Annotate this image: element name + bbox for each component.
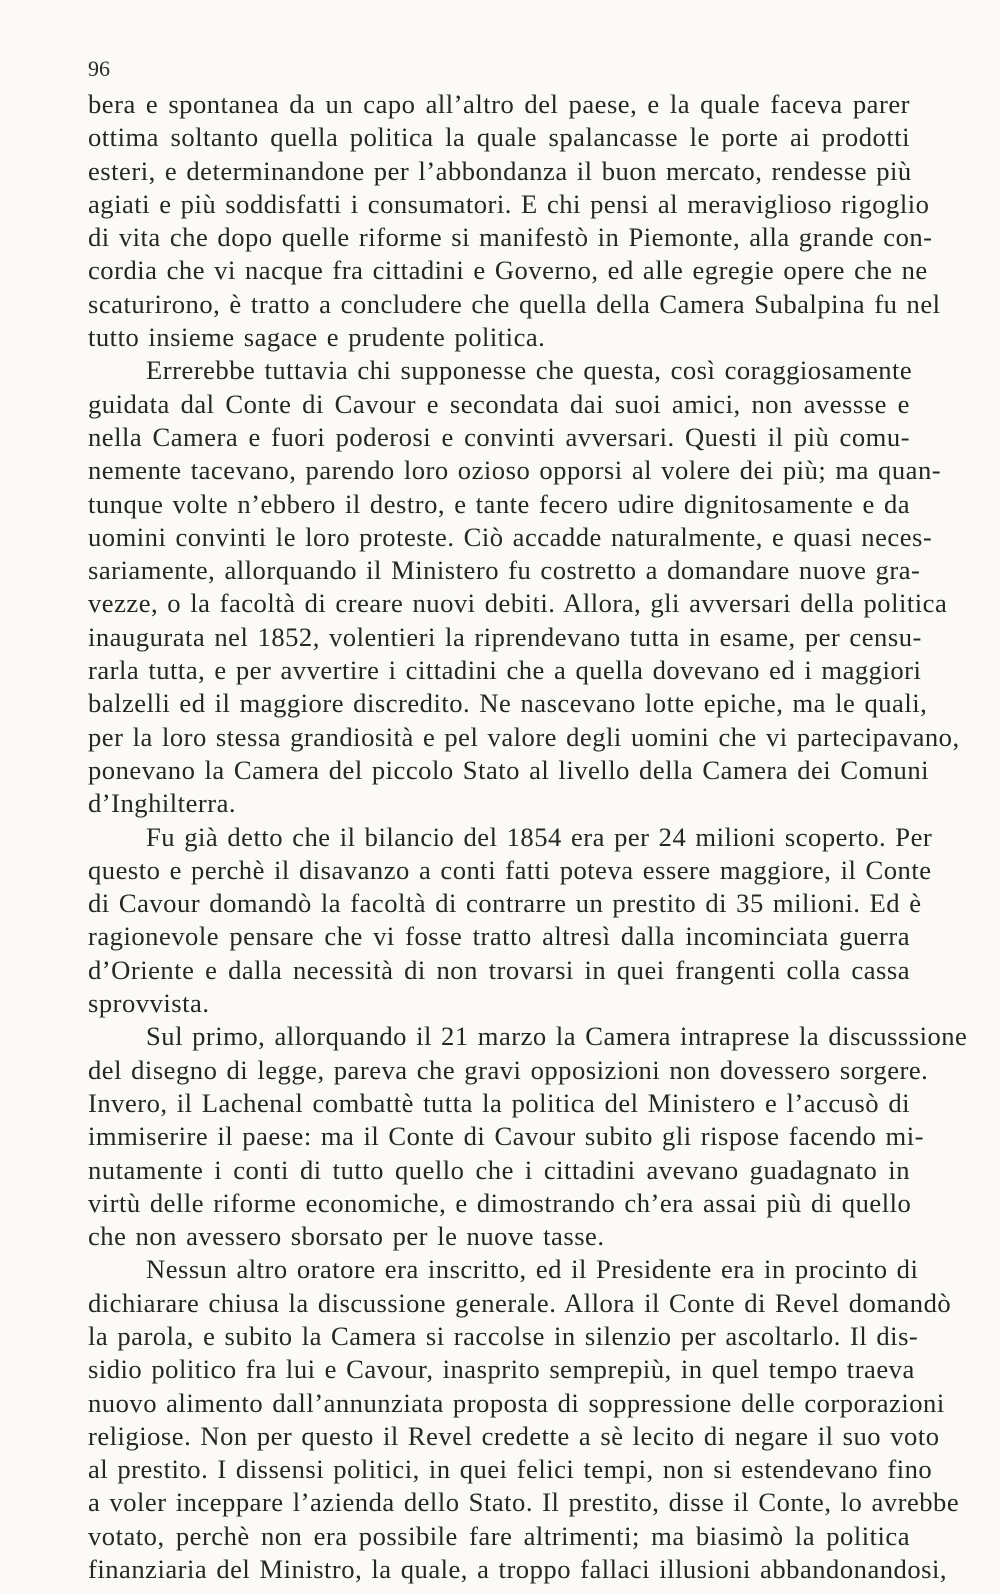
body-text bbox=[88, 88, 968, 1586]
text-line: d’Oriente e dalla necessità di non trovarsi in quei frangenti colla cassa bbox=[88, 954, 910, 985]
text-line: guidata dal Conte di Cavour e secondata dai suoi amici, non avessse e bbox=[88, 388, 910, 419]
text-line: nutamente i conti di tutto quello che i cittadini avevano guadagnato in bbox=[88, 1154, 910, 1185]
text-line: Nessun altro oratore era inscritto, ed il Presidente era in procinto di bbox=[146, 1254, 919, 1285]
text-line: sidio politico fra lui e Cavour, inasprito semprepiù, in quel tempo traeva bbox=[88, 1354, 915, 1385]
text-line: ottima soltanto quella politica la quale spalancasse le porte ai prodotti bbox=[88, 122, 910, 153]
text-line: Sul primo, allorquando il 21 marzo la Camera intraprese la discusssione bbox=[146, 1021, 968, 1052]
text-line: sariamente, allorquando il Ministero fu costretto a domandare nuove gra- bbox=[88, 555, 921, 586]
text-line: Invero, il Lachenal combattè tutta la politica del Ministero e l’accusò di bbox=[88, 1087, 910, 1118]
text-line: Fu già detto che il bilancio del 1854 era per 24 milioni scoperto. Per bbox=[146, 821, 933, 852]
text-line: vezze, o la facoltà di creare nuovi debiti. Allora, gli avversari della politica bbox=[88, 588, 948, 619]
text-line: che non avessero sborsato per le nuove tasse. bbox=[88, 1221, 605, 1252]
text-line: virtù delle riforme economiche, e dimostrando ch’era assai più di quello bbox=[88, 1187, 912, 1218]
text-line: d’Inghilterra. bbox=[88, 788, 237, 819]
text-line: di Cavour domandò la facoltà di contrarre un prestito di 35 milioni. Ed è bbox=[88, 888, 922, 919]
text-line: la parola, e subito la Camera si raccolse in silenzio per ascoltarlo. Il dis- bbox=[88, 1320, 919, 1351]
text-line: tutto insieme sagace e prudente politica. bbox=[88, 322, 546, 353]
text-line: al prestito. I dissensi politici, in quei felici tempi, non si estendevano fino bbox=[88, 1454, 933, 1485]
paragraph bbox=[88, 821, 933, 1021]
text-line: finanziaria del Ministro, la quale, a troppo fallaci illusioni abbandonandosi, bbox=[88, 1554, 948, 1585]
paragraph bbox=[88, 1253, 960, 1586]
paragraph bbox=[88, 1020, 968, 1253]
text-line: dichiarare chiusa la discussione generale. Allora il Conte di Revel domandò bbox=[88, 1287, 952, 1318]
text-line: balzelli ed il maggiore discredito. Ne nascevano lotte epiche, ma le quali, bbox=[88, 688, 928, 719]
text-line: bera e spontanea da un capo all’altro del paese, e la quale faceva parer bbox=[88, 89, 910, 119]
text-line: ponevano la Camera del piccolo Stato al livello della Camera dei Comuni bbox=[88, 754, 930, 785]
text-line: uomini convinti le loro proteste. Ciò accadde naturalmente, e quasi neces- bbox=[88, 521, 933, 552]
text-line: sprovvista. bbox=[88, 988, 210, 1019]
text-line: agiati e più soddisfatti i consumatori. E chi pensi al meraviglioso rigoglio bbox=[88, 188, 930, 219]
paragraph bbox=[88, 354, 960, 820]
text-line: ragionevole pensare che vi fosse tratto altresì dalla incominciata guerra bbox=[88, 921, 910, 952]
text-line: nella Camera e fuori poderosi e convinti avversari. Questi il più comu- bbox=[88, 421, 910, 452]
paragraph bbox=[88, 88, 941, 354]
text-line: del disegno di legge, pareva che gravi opposizioni non dovessero sorgere. bbox=[88, 1054, 929, 1085]
text-line: immiserire il paese: ma il Conte di Cavour subito gli rispose facendo mi- bbox=[88, 1121, 924, 1152]
text-line: questo e perchè il disavanzo a conti fatti poteva essere maggiore, il Conte bbox=[88, 854, 932, 885]
text-line: tunque volte n’ebbero il destro, e tante fecero udire dignitosamente e da bbox=[88, 488, 911, 519]
text-line: di vita che dopo quelle riforme si manifestò in Piemonte, alla grande con- bbox=[88, 222, 933, 253]
page-number: 96 bbox=[88, 56, 110, 81]
text-line: religiose. Non per questo il Revel credette a sè lecito di negare il suo voto bbox=[88, 1420, 940, 1451]
text-line: rarla tutta, e per avvertire i cittadini che a quella dovevano ed i maggiori bbox=[88, 655, 922, 686]
text-line: nemente tacevano, parendo loro ozioso opporsi al volere dei più; ma quan- bbox=[88, 455, 942, 486]
text-line: a voler inceppare l’azienda dello Stato. Il prestito, disse il Conte, lo avrebbe bbox=[88, 1487, 960, 1518]
text-line: esteri, e determinandone per l’abbondanza il buon mercato, rendesse più bbox=[88, 155, 912, 186]
text-line: votato, perchè non era possibile fare altrimenti; ma biasimò la politica bbox=[88, 1520, 910, 1551]
text-line: cordia che vi nacque fra cittadini e Governo, ed alle egregie opere che ne bbox=[88, 255, 928, 286]
text-line: nuovo alimento dall’annunziata proposta di soppressione delle corporazioni bbox=[88, 1387, 945, 1418]
text-line: per la loro stessa grandiosità e pel valore degli uomini che vi partecipavano, bbox=[88, 721, 960, 752]
text-line: Errerebbe tuttavia chi supponesse che questa, così coraggiosamente bbox=[146, 355, 913, 386]
text-line: inaugurata nel 1852, volentieri la riprendevano tutta in esame, per censu- bbox=[88, 621, 922, 652]
text-line: scaturirono, è tratto a concludere che quella della Camera Subalpina fu nel bbox=[88, 288, 941, 319]
